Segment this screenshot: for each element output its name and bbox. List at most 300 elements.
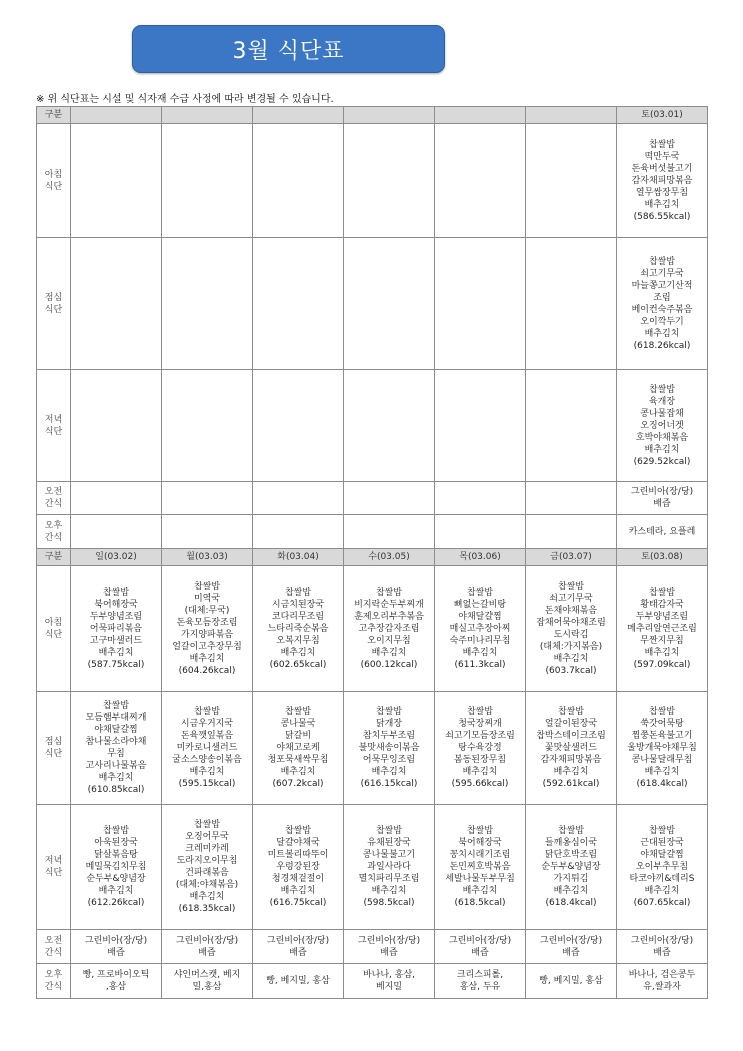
- menu-item: 찜쭝돈육불고기: [631, 731, 693, 741]
- menu-cell: [435, 566, 526, 692]
- menu-cell: [344, 566, 435, 692]
- menu-item: 오징어너겟: [640, 420, 684, 431]
- menu-table-week2: [36, 548, 708, 999]
- menu-item: 무침: [107, 749, 125, 759]
- menu-item: 과일사라다: [367, 862, 411, 872]
- menu-cell: [71, 692, 162, 805]
- menu-cell: [162, 566, 253, 692]
- menu-cell: [344, 124, 435, 238]
- menu-item: (대체:무국): [184, 605, 230, 616]
- menu-item: 배즙: [653, 947, 671, 958]
- menu-item: 찹쌀밥: [193, 820, 221, 830]
- day-header: 화(03.04): [253, 549, 344, 566]
- menu-item: 시금우거지국: [180, 719, 234, 729]
- menu-item: 유,쌀과자: [643, 982, 681, 992]
- menu-cell: [344, 964, 435, 999]
- menu-cell: [71, 805, 162, 930]
- menu-item: 배추김치: [280, 647, 316, 658]
- menu-item: 베이컨숙주볶음: [631, 304, 693, 315]
- menu-item: 빵, 프로바이오틱: [82, 970, 150, 980]
- menu-cell: [526, 124, 617, 238]
- menu-item: 배추김치: [644, 886, 680, 896]
- menu-cell: [435, 238, 526, 370]
- menu-item: 돈민찌호박볶음: [449, 862, 511, 872]
- menu-item: 찹쌀밥: [193, 707, 221, 717]
- menu-item: 고사리나물볶음: [85, 761, 147, 771]
- day-header: 토(03.01): [617, 107, 708, 124]
- menu-item: 찹쌀밥: [375, 707, 403, 717]
- menu-item: 배추김치: [462, 886, 498, 896]
- menu-item: 배즙: [289, 947, 307, 958]
- day-header: 금(03.07): [526, 549, 617, 566]
- menu-cell: [435, 370, 526, 482]
- menu-item: 꽃맛살샐러드: [544, 743, 598, 753]
- menu-cell: [344, 482, 435, 515]
- menu-item: 근대된장국: [640, 838, 684, 848]
- menu-item: 배추김치: [280, 767, 316, 777]
- menu-item: (618.4kcal): [636, 779, 688, 789]
- menu-item: 오이지무침: [367, 635, 411, 646]
- menu-item: (595.15kcal): [178, 779, 236, 789]
- day-header: [435, 107, 526, 124]
- menu-cell: [162, 692, 253, 805]
- menu-cell: [617, 964, 708, 999]
- menu-item: 콩나물달래무침: [631, 755, 693, 765]
- menu-item: 찹쌀밥: [466, 826, 494, 836]
- menu-item: 마늘쫑고기산적: [631, 280, 693, 291]
- menu-item: 얼갈이된장국: [544, 719, 598, 729]
- menu-item: 배추김치: [644, 444, 680, 455]
- menu-item: 무짠지무침: [640, 635, 684, 646]
- menu-item: 굴소스양송이볶음: [172, 755, 242, 765]
- menu-item: 미트볼리따뚜이: [267, 850, 329, 860]
- menu-item: 찹쌀밥: [557, 581, 585, 592]
- menu-item: 가지튀김: [553, 874, 589, 884]
- menu-item: (610.85kcal): [87, 785, 145, 795]
- menu-cell: [253, 805, 344, 930]
- menu-cell: [435, 124, 526, 238]
- menu-item: 야채달걀찜: [640, 850, 684, 860]
- menu-cell: [253, 566, 344, 692]
- menu-item: 찹쌀밥: [557, 707, 585, 717]
- menu-item: 오징어무국: [185, 832, 229, 842]
- menu-item: 탕수육강정: [458, 743, 502, 753]
- menu-cell: [617, 370, 708, 482]
- menu-cell: [253, 124, 344, 238]
- menu-item: 돈채야채볶음: [544, 605, 598, 616]
- menu-item: 밀,홍삼: [192, 982, 222, 992]
- menu-item: 배즙: [653, 499, 671, 509]
- menu-item: 배추김치: [644, 328, 680, 339]
- menu-item: 배추김치: [644, 767, 680, 777]
- day-header: 월(03.03): [162, 549, 253, 566]
- menu-item: 야채고로케: [276, 743, 320, 753]
- day-header: 일(03.02): [71, 549, 162, 566]
- menu-cell: [344, 238, 435, 370]
- menu-cell: [253, 964, 344, 999]
- breakfast-row: [37, 124, 708, 238]
- menu-item: 찹쌀밥: [648, 707, 676, 717]
- am-snack-label: 오전 간식: [37, 482, 71, 515]
- menu-item: 조림: [653, 292, 671, 303]
- menu-item: 배즙: [107, 947, 125, 958]
- menu-item: 타코야끼&데리S: [629, 874, 695, 884]
- menu-item: 달걀야채국: [276, 838, 320, 848]
- day-header: [162, 107, 253, 124]
- menu-cell: [344, 515, 435, 549]
- pm-snack-label: 오후 간식: [37, 964, 71, 999]
- menu-item: 찹쌀밥: [284, 826, 312, 836]
- menu-item: 배추김치: [98, 773, 134, 783]
- menu-item: 모듬햄부대찌개: [85, 713, 147, 723]
- menu-cell: [526, 566, 617, 692]
- menu-item: (618.26kcal): [633, 340, 691, 351]
- menu-item: 찹쌀밥: [648, 256, 676, 267]
- menu-item: 미카로니샐러드: [176, 743, 238, 753]
- menu-cell: [162, 964, 253, 999]
- menu-cell: [526, 930, 617, 964]
- menu-cell: [344, 692, 435, 805]
- menu-item: 꽁치시래기조림: [449, 850, 511, 860]
- menu-item: 두부양념조림: [635, 611, 689, 622]
- menu-item: 호박야채볶음: [635, 432, 689, 443]
- menu-item: 배추김치: [189, 767, 225, 777]
- category-header: 구분: [37, 107, 71, 124]
- menu-cell: [253, 930, 344, 964]
- breakfast-label: 아침 식단: [37, 124, 71, 238]
- menu-item: 찹쌀밥: [375, 587, 403, 598]
- menu-cell: [617, 692, 708, 805]
- menu-item: 세발나물두부무침: [445, 874, 515, 884]
- menu-item: 그린비아(장/당): [448, 935, 512, 946]
- menu-item: 콩나물국: [280, 719, 316, 729]
- menu-item: 가지양파볶음: [180, 629, 234, 640]
- menu-item: (587.75kcal): [87, 659, 145, 670]
- menu-item: 건파래볶음: [185, 868, 229, 878]
- menu-cell: [162, 124, 253, 238]
- breakfast-row: [37, 566, 708, 692]
- menu-item: (604.26kcal): [178, 665, 236, 676]
- menu-cell: [71, 238, 162, 370]
- menu-item: 돈육모듬장조림: [176, 617, 238, 628]
- menu-item: 참나물소라야채: [85, 737, 147, 747]
- menu-item: 찹쌀밥: [375, 826, 403, 836]
- menu-item: 잡채어묵야채조림: [536, 617, 606, 628]
- menu-cell: [617, 930, 708, 964]
- menu-item: 찹쌀밥: [466, 707, 494, 717]
- menu-item: (612.26kcal): [87, 898, 145, 908]
- menu-item: 어묵파리볶음: [89, 623, 143, 634]
- menu-item: 그린비아(장/당): [357, 935, 421, 946]
- menu-item: 배추김치: [644, 647, 680, 658]
- menu-item: 찹쌀밥: [284, 707, 312, 717]
- menu-item: 쇠고기무국: [640, 268, 684, 279]
- menu-cell: [71, 482, 162, 515]
- menu-item: 청포묵새싹무침: [267, 755, 329, 765]
- am-snack-row: [37, 482, 708, 515]
- menu-item: 그린비아(장/당): [630, 487, 694, 497]
- menu-cell: [162, 238, 253, 370]
- menu-item: (600.12kcal): [360, 659, 418, 670]
- menu-item: 뼈없는갈비탕: [453, 599, 507, 610]
- menu-item: 돈육깻잎볶음: [180, 731, 234, 741]
- menu-item: 어묵무잉조림: [362, 755, 416, 765]
- menu-item: 숙주미나리무침: [449, 635, 511, 646]
- menu-cell: [162, 930, 253, 964]
- header-row: [37, 107, 708, 124]
- menu-item: (598.5kcal): [363, 898, 415, 908]
- menu-item: 느타리죽순볶음: [267, 623, 329, 634]
- notice-text: ※ 위 식단표는 시설 및 식자재 수급 사정에 따라 변경될 수 있습니다.: [36, 94, 334, 105]
- menu-cell: [253, 692, 344, 805]
- menu-item: 찹쌀밥: [284, 587, 312, 598]
- menu-item: 불맛새송이볶음: [358, 743, 420, 753]
- menu-cell: [435, 515, 526, 549]
- menu-item: 베지밀: [375, 982, 403, 992]
- menu-item: 감자채피망볶음: [540, 755, 602, 765]
- menu-item: 바나나, 검은콩두: [628, 970, 696, 980]
- menu-item: (592.61kcal): [542, 779, 600, 789]
- menu-item: (629.52kcal): [633, 456, 691, 467]
- menu-item: 쑥갓어묵탕: [640, 719, 684, 729]
- day-header: 목(03.06): [435, 549, 526, 566]
- menu-item: 빵, 베지밀, 홍삼: [539, 976, 603, 986]
- day-header: 수(03.05): [344, 549, 435, 566]
- menu-item: 배추김치: [553, 653, 589, 664]
- menu-item: 배추김치: [462, 767, 498, 777]
- dinner-label: 저녁 식단: [37, 370, 71, 482]
- menu-item: 울방개묵야채무침: [627, 743, 697, 753]
- menu-cell: [253, 238, 344, 370]
- menu-cell: [617, 238, 708, 370]
- menu-cell: [526, 482, 617, 515]
- menu-cell: [435, 482, 526, 515]
- menu-cell: [162, 370, 253, 482]
- header-row: [37, 549, 708, 566]
- menu-item: 야채달걀찜: [94, 725, 138, 735]
- menu-item: 빵, 베지밀, 홍삼: [266, 976, 330, 986]
- am-snack-label: 오전 간식: [37, 930, 71, 964]
- menu-item: 돈육버섯불고기: [631, 163, 693, 174]
- menu-cell: [162, 805, 253, 930]
- menu-item: 배추김치: [462, 647, 498, 658]
- menu-cell: [435, 930, 526, 964]
- menu-item: 샤인머스캣, 베지: [173, 970, 241, 980]
- menu-item: 그린비아(장/당): [539, 935, 603, 946]
- menu-item: 배추김치: [98, 886, 134, 896]
- menu-item: 찹쌀밥: [102, 701, 130, 711]
- menu-cell: [617, 566, 708, 692]
- menu-item: 도시락김: [553, 629, 589, 640]
- menu-item: 닭개장: [375, 719, 403, 729]
- menu-item: (618.5kcal): [454, 898, 506, 908]
- menu-item: 떡만두국: [644, 151, 680, 162]
- menu-item: (595.66kcal): [451, 779, 509, 789]
- menu-cell: [162, 482, 253, 515]
- menu-item: 배즙: [380, 947, 398, 958]
- menu-item: 그린비아(장/당): [175, 935, 239, 946]
- menu-item: 찹쌀밥: [102, 826, 130, 836]
- menu-item: 북어해장국: [94, 599, 138, 610]
- menu-cell: [526, 805, 617, 930]
- menu-item: (586.55kcal): [633, 211, 691, 222]
- dinner-row: [37, 370, 708, 482]
- menu-item: 북어해장국: [458, 838, 502, 848]
- menu-item: 닭살볶음탕: [94, 850, 138, 860]
- menu-item: 야채달걀찜: [458, 611, 502, 622]
- menu-item: (611.3kcal): [454, 659, 506, 670]
- menu-item: 찹쌀밥: [466, 587, 494, 598]
- menu-cell: [617, 515, 708, 549]
- menu-item: 배추김치: [553, 767, 589, 777]
- am-snack-row: [37, 930, 708, 964]
- menu-item: 참치두부조림: [362, 731, 416, 741]
- menu-item: 찹쌀밥: [648, 384, 676, 395]
- menu-item: 쇠고기모듬장조림: [445, 731, 515, 741]
- menu-item: 시금치된장국: [271, 599, 325, 610]
- menu-item: 감자채피망볶음: [631, 175, 693, 186]
- menu-cell: [435, 805, 526, 930]
- menu-item: 배추김치: [189, 892, 225, 902]
- pm-snack-row: [37, 515, 708, 549]
- menu-item: 그린비아(장/당): [266, 935, 330, 946]
- menu-item: 비지락순두부찌개: [354, 599, 424, 610]
- menu-item: 두부양념조림: [89, 611, 143, 622]
- menu-cell: [526, 692, 617, 805]
- menu-item: 카스테라, 요플레: [628, 526, 696, 537]
- menu-item: 쇠고기무국: [549, 593, 593, 604]
- menu-item: ,홍삼: [105, 982, 127, 992]
- menu-item: 열무쌈장무침: [635, 187, 689, 198]
- menu-cell: [526, 515, 617, 549]
- page-title: 3월 식단표: [232, 38, 345, 64]
- menu-item: (603.7kcal): [545, 665, 597, 676]
- menu-cell: [617, 805, 708, 930]
- menu-item: 오복지무침: [276, 635, 320, 646]
- menu-cell: [526, 370, 617, 482]
- lunch-label: 점심 식단: [37, 692, 71, 805]
- menu-item: 미역국: [193, 593, 221, 604]
- menu-item: 배추김치: [98, 647, 134, 658]
- pm-snack-row: [37, 964, 708, 999]
- menu-item: 배추김치: [280, 886, 316, 896]
- menu-cell: [71, 124, 162, 238]
- lunch-row: [37, 692, 708, 805]
- day-header: [253, 107, 344, 124]
- menu-item: 고추장감자조림: [358, 623, 420, 634]
- page-title-box: [132, 25, 445, 73]
- menu-item: (607.2kcal): [272, 779, 324, 789]
- day-header: [526, 107, 617, 124]
- menu-item: 그린비아(장/당): [84, 935, 148, 946]
- dinner-label: 저녁 식단: [37, 805, 71, 930]
- menu-item: 훈제오리부추볶음: [354, 611, 424, 622]
- menu-item: 배즙: [471, 947, 489, 958]
- menu-item: 찹쌀밥: [648, 139, 676, 150]
- menu-item: 배추김치: [371, 767, 407, 777]
- menu-item: (607.65kcal): [633, 898, 691, 908]
- menu-item: (597.09kcal): [633, 659, 691, 670]
- menu-item: 유채된장국: [367, 838, 411, 848]
- menu-item: 봄동된장무침: [453, 755, 507, 765]
- menu-item: 도라지오이무침: [176, 856, 238, 866]
- menu-item: 얼갈이고추장무침: [172, 641, 242, 652]
- menu-cell: [71, 370, 162, 482]
- menu-item: 찹쌀밥: [648, 587, 676, 598]
- menu-item: 찹쌀밥: [102, 587, 130, 598]
- menu-cell: [435, 692, 526, 805]
- menu-item: 배즙: [198, 947, 216, 958]
- menu-cell: [162, 515, 253, 549]
- menu-cell: [526, 964, 617, 999]
- menu-item: 콩나물잡채: [640, 408, 684, 419]
- menu-item: 우렁강된장: [276, 862, 320, 872]
- menu-item: 콩나물불고기: [362, 850, 416, 860]
- menu-item: 순두부&양념장: [86, 874, 146, 884]
- menu-item: 육개장: [648, 396, 676, 407]
- category-header: 구분: [37, 549, 71, 566]
- menu-item: 배추김치: [371, 647, 407, 658]
- menu-item: 멸치파리무조림: [358, 874, 420, 884]
- menu-item: 순두부&양념장: [541, 862, 601, 872]
- dinner-row: [37, 805, 708, 930]
- menu-cell: [344, 805, 435, 930]
- lunch-row: [37, 238, 708, 370]
- menu-cell: [344, 930, 435, 964]
- menu-item: 배즙: [562, 947, 580, 958]
- menu-item: 매실고추장아찌: [449, 623, 511, 634]
- menu-item: 크리스피롤,: [456, 970, 504, 980]
- menu-item: 황태감자국: [640, 599, 684, 610]
- menu-item: 배추김치: [553, 886, 589, 896]
- menu-item: (602.65kcal): [269, 659, 327, 670]
- menu-cell: [253, 482, 344, 515]
- menu-item: 청국장찌개: [458, 719, 502, 729]
- menu-item: 닭갈비: [284, 731, 312, 741]
- lunch-label: 점심 식단: [37, 238, 71, 370]
- menu-cell: [526, 238, 617, 370]
- menu-cell: [617, 482, 708, 515]
- menu-item: 찹박스테이크조림: [536, 731, 606, 741]
- menu-item: 홍삼, 두유: [459, 982, 501, 992]
- day-header: [344, 107, 435, 124]
- menu-item: (대체:가지볶음): [539, 641, 603, 652]
- menu-cell: [71, 566, 162, 692]
- menu-item: 청경채겉절이: [271, 874, 325, 884]
- menu-item: (616.75kcal): [269, 898, 327, 908]
- menu-cell: [253, 515, 344, 549]
- menu-item: (618.4kcal): [545, 898, 597, 908]
- menu-item: (대체:야채볶음): [175, 880, 239, 890]
- menu-cell: [71, 515, 162, 549]
- menu-item: 들깨옹심이국: [544, 838, 598, 848]
- menu-cell: [253, 370, 344, 482]
- menu-item: 메밀묵김치무침: [85, 862, 147, 872]
- menu-item: 닭단호박조림: [544, 850, 598, 860]
- menu-cell: [344, 370, 435, 482]
- menu-item: 고구마샐러드: [89, 635, 143, 646]
- menu-cell: [71, 930, 162, 964]
- menu-item: 코다리무조림: [271, 611, 325, 622]
- menu-item: 아욱된장국: [94, 838, 138, 848]
- menu-cell: [71, 964, 162, 999]
- menu-item: 찹쌀밥: [193, 581, 221, 592]
- menu-item: 메추리알연근조림: [627, 623, 697, 634]
- menu-table-week1: [36, 106, 708, 549]
- menu-item: 배추김치: [189, 653, 225, 664]
- menu-item: 찹쌀밥: [557, 826, 585, 836]
- menu-item: 오이부추무침: [635, 862, 689, 872]
